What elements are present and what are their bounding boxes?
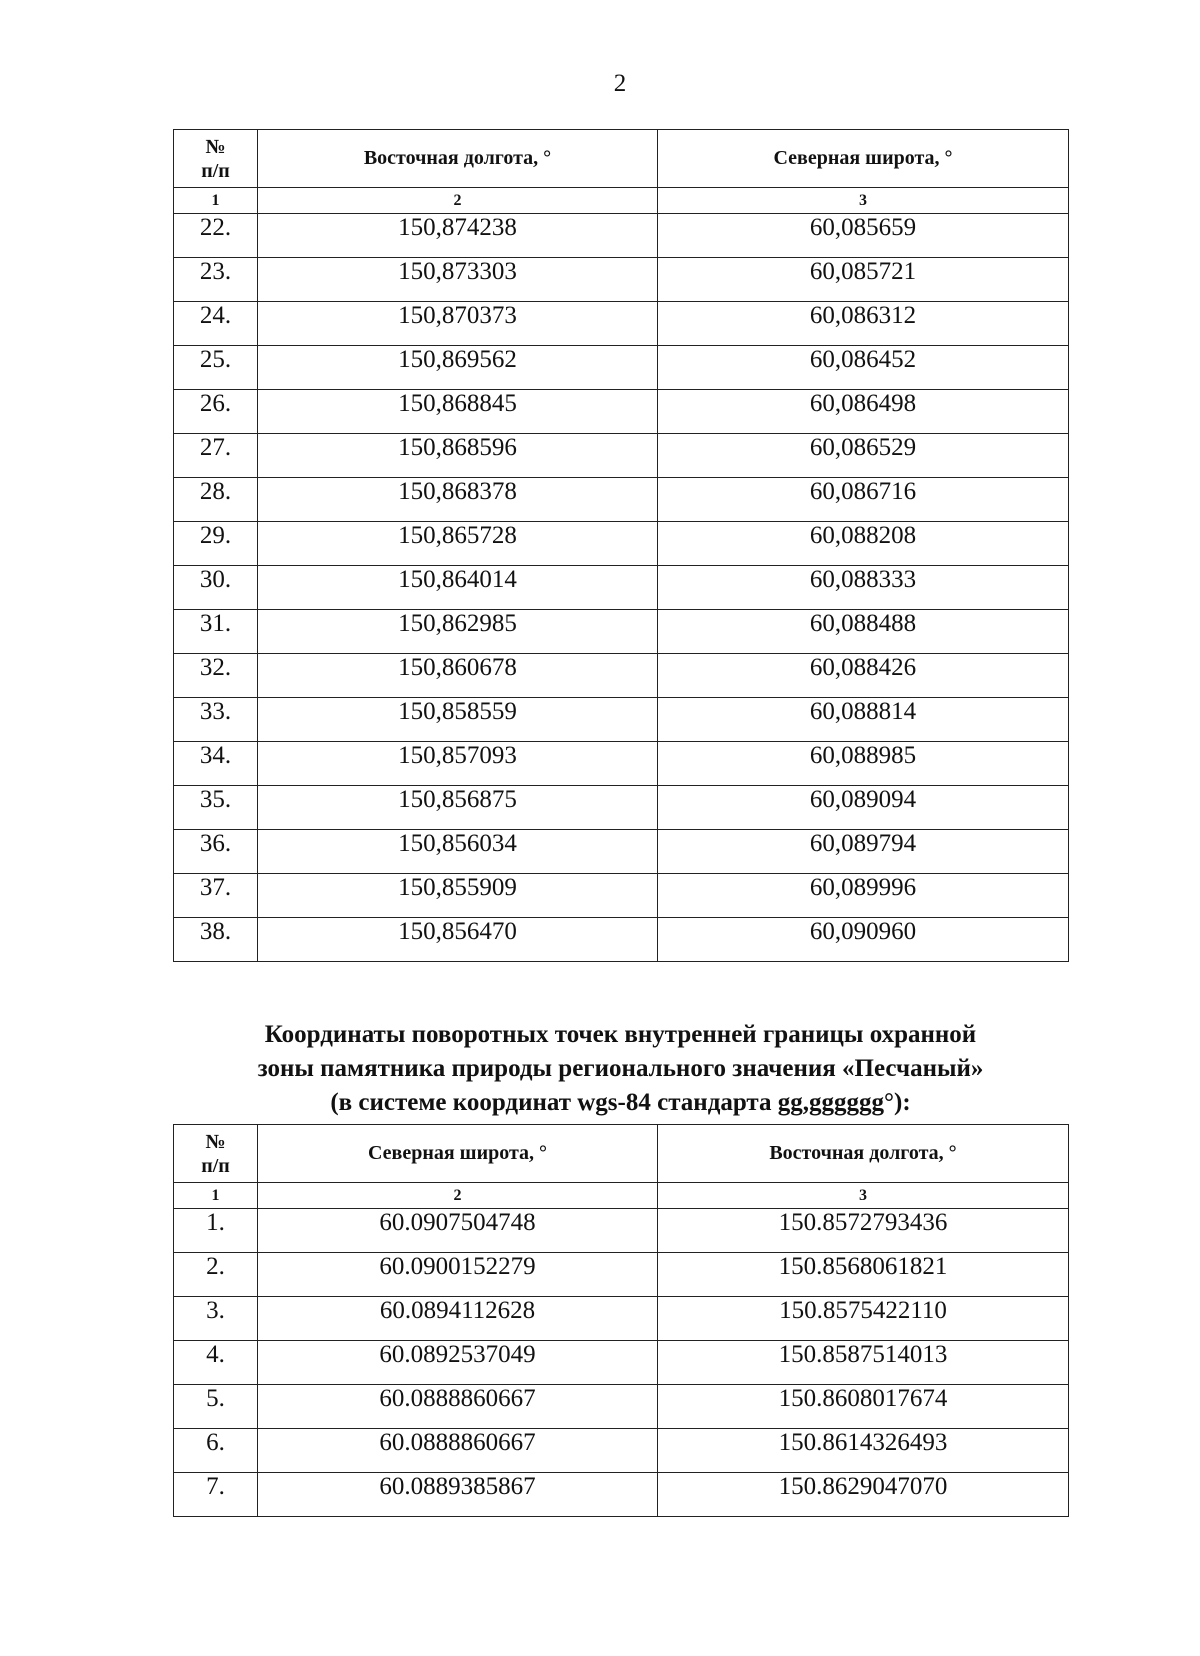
row-number-cell: 30. [174, 566, 258, 610]
coordinate-cell: 60,090960 [658, 918, 1069, 962]
column-number: 2 [258, 188, 658, 214]
header-longitude: Восточная долгота, ° [258, 130, 658, 188]
column-number-row [174, 1183, 1069, 1209]
coordinate-cell: 60.0894112628 [258, 1297, 658, 1341]
table-row [174, 522, 1069, 566]
coordinate-cell: 60,086312 [658, 302, 1069, 346]
coordinate-cell: 150,855909 [258, 874, 658, 918]
section-title-line: зоны памятника природы регионального значения «Песчаный» [257, 1055, 984, 1082]
column-number: 3 [658, 188, 1069, 214]
coordinate-cell: 150,858559 [258, 698, 658, 742]
row-number-cell: 27. [174, 434, 258, 478]
row-number-cell: 22. [174, 214, 258, 258]
coordinate-cell: 150.8572793436 [658, 1209, 1069, 1253]
coordinate-cell: 150,865728 [258, 522, 658, 566]
row-number-cell: 6. [174, 1429, 258, 1473]
table-row [174, 918, 1069, 962]
section-title [173, 1018, 1068, 1120]
coordinate-cell: 150,869562 [258, 346, 658, 390]
coordinate-cell: 150,864014 [258, 566, 658, 610]
header-number: № п/п [174, 1125, 258, 1183]
row-number-cell: 2. [174, 1253, 258, 1297]
coordinates-table-inner-boundary [173, 1124, 1069, 1517]
row-number-cell: 38. [174, 918, 258, 962]
coordinate-cell: 60.0889385867 [258, 1473, 658, 1517]
table-row [174, 390, 1069, 434]
coordinate-cell: 60.0888860667 [258, 1385, 658, 1429]
table-row [174, 346, 1069, 390]
row-number-cell: 26. [174, 390, 258, 434]
header-latitude: Северная широта, ° [658, 130, 1069, 188]
header-number: № п/п [174, 130, 258, 188]
coordinate-cell: 60.0888860667 [258, 1429, 658, 1473]
coordinate-cell: 150,868596 [258, 434, 658, 478]
column-number: 1 [174, 188, 258, 214]
table-header-row [174, 130, 1069, 188]
column-number: 3 [658, 1183, 1069, 1209]
coordinate-cell: 60,089996 [658, 874, 1069, 918]
row-number-cell: 5. [174, 1385, 258, 1429]
row-number-cell: 25. [174, 346, 258, 390]
table-row [174, 1297, 1069, 1341]
column-number: 2 [258, 1183, 658, 1209]
column-number: 1 [174, 1183, 258, 1209]
row-number-cell: 31. [174, 610, 258, 654]
coordinate-cell: 60,088426 [658, 654, 1069, 698]
row-number-cell: 24. [174, 302, 258, 346]
table-row [174, 302, 1069, 346]
row-number-cell: 23. [174, 258, 258, 302]
coordinate-cell: 150,873303 [258, 258, 658, 302]
coordinate-cell: 150,868378 [258, 478, 658, 522]
table-row [174, 434, 1069, 478]
table-row [174, 610, 1069, 654]
coordinate-cell: 150,856875 [258, 786, 658, 830]
row-number-cell: 1. [174, 1209, 258, 1253]
coordinate-cell: 150.8608017674 [658, 1385, 1069, 1429]
coordinate-cell: 60,086529 [658, 434, 1069, 478]
coordinate-cell: 150,857093 [258, 742, 658, 786]
coordinate-cell: 150,874238 [258, 214, 658, 258]
coordinate-cell: 150,862985 [258, 610, 658, 654]
coordinate-cell: 60,086716 [658, 478, 1069, 522]
coordinate-cell: 150,868845 [258, 390, 658, 434]
coordinate-cell: 150,856034 [258, 830, 658, 874]
coordinate-cell: 150.8587514013 [658, 1341, 1069, 1385]
coordinate-cell: 150.8614326493 [658, 1429, 1069, 1473]
coordinate-cell: 150.8568061821 [658, 1253, 1069, 1297]
coordinate-cell: 60,088208 [658, 522, 1069, 566]
row-number-cell: 35. [174, 786, 258, 830]
table-row [174, 1429, 1069, 1473]
table-row [174, 214, 1069, 258]
table-row [174, 830, 1069, 874]
table-row [174, 1473, 1069, 1517]
table-row [174, 786, 1069, 830]
row-number-cell: 36. [174, 830, 258, 874]
table-row [174, 1385, 1069, 1429]
row-number-cell: 3. [174, 1297, 258, 1341]
coordinate-cell: 150.8575422110 [658, 1297, 1069, 1341]
coordinate-cell: 60.0907504748 [258, 1209, 658, 1253]
column-number-row [174, 188, 1069, 214]
table-row [174, 742, 1069, 786]
coordinate-cell: 60,085721 [658, 258, 1069, 302]
table-row [174, 478, 1069, 522]
coordinates-table-outer-boundary [173, 129, 1069, 962]
coordinate-cell: 150,856470 [258, 918, 658, 962]
coordinate-cell: 60,088814 [658, 698, 1069, 742]
section-title-line: (в системе координат wgs-84 стандарта gg,gggggg°): [330, 1089, 911, 1116]
row-number-cell: 33. [174, 698, 258, 742]
row-number-cell: 32. [174, 654, 258, 698]
coordinate-cell: 60.0892537049 [258, 1341, 658, 1385]
row-number-cell: 29. [174, 522, 258, 566]
page-number: 2 [613, 70, 627, 97]
coordinate-cell: 60,089094 [658, 786, 1069, 830]
row-number-cell: 28. [174, 478, 258, 522]
coordinate-cell: 60,086498 [658, 390, 1069, 434]
coordinate-cell: 60,086452 [658, 346, 1069, 390]
coordinate-cell: 60,085659 [658, 214, 1069, 258]
table-row [174, 654, 1069, 698]
coordinate-cell: 60.0900152279 [258, 1253, 658, 1297]
table-row [174, 1341, 1069, 1385]
coordinate-cell: 60,088985 [658, 742, 1069, 786]
table-row [174, 698, 1069, 742]
table-row [174, 1209, 1069, 1253]
coordinate-cell: 60,089794 [658, 830, 1069, 874]
row-number-cell: 37. [174, 874, 258, 918]
table-row [174, 874, 1069, 918]
header-longitude: Восточная долгота, ° [658, 1125, 1069, 1183]
table-row [174, 566, 1069, 610]
coordinate-cell: 150,870373 [258, 302, 658, 346]
table-row [174, 258, 1069, 302]
row-number-cell: 4. [174, 1341, 258, 1385]
table-row [174, 1253, 1069, 1297]
coordinate-cell: 150.8629047070 [658, 1473, 1069, 1517]
row-number-cell: 34. [174, 742, 258, 786]
coordinate-cell: 60,088488 [658, 610, 1069, 654]
coordinate-cell: 150,860678 [258, 654, 658, 698]
header-latitude: Северная широта, ° [258, 1125, 658, 1183]
row-number-cell: 7. [174, 1473, 258, 1517]
coordinate-cell: 60,088333 [658, 566, 1069, 610]
section-title-line: Координаты поворотных точек внутренней границы охранной [264, 1021, 977, 1048]
table-header-row [174, 1125, 1069, 1183]
